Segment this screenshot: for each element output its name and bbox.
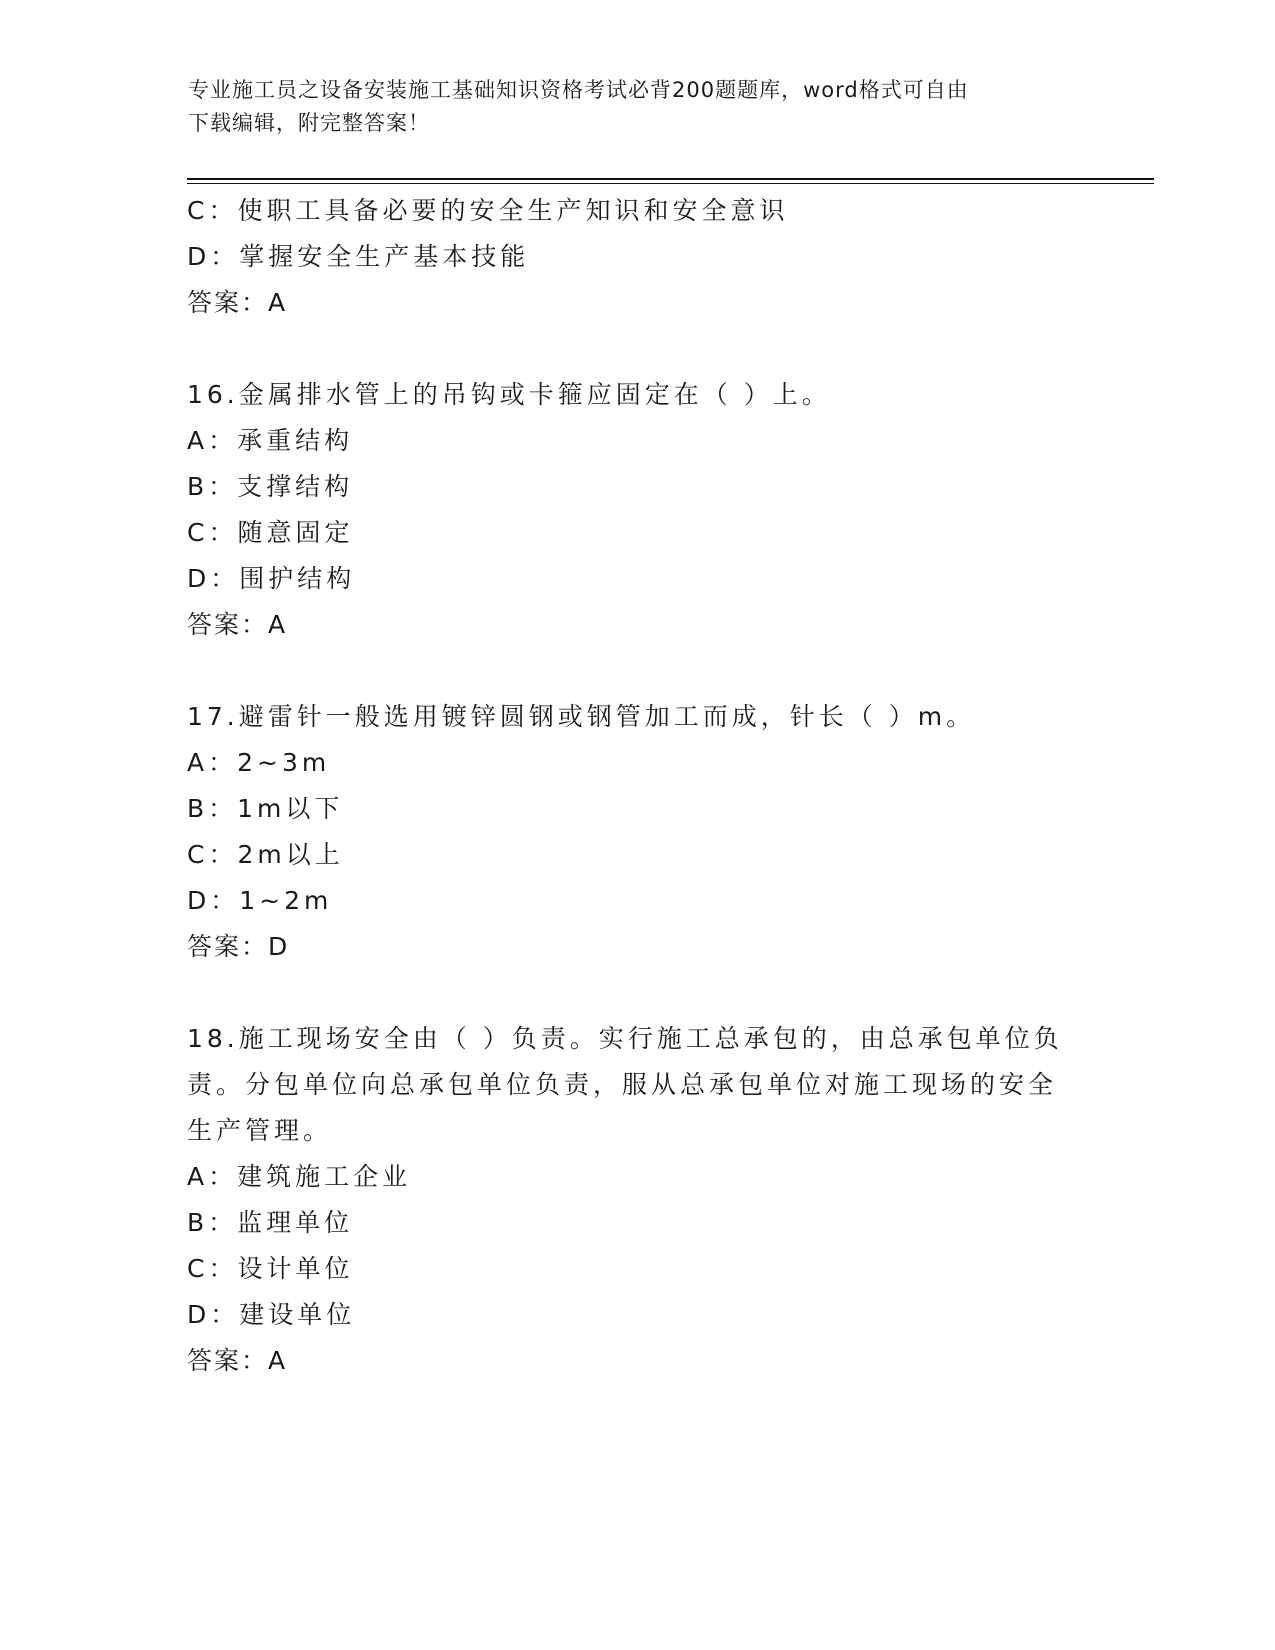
answer-value: A	[268, 288, 288, 317]
question-number: 16.	[187, 380, 239, 409]
option-text: 1m以下	[237, 794, 344, 823]
option-key: D：	[187, 1300, 240, 1329]
option-a	[187, 418, 1087, 464]
question-number: 18.	[187, 1024, 239, 1053]
option-b	[187, 464, 1087, 510]
option-text: 承重结构	[237, 426, 354, 455]
option-text: 2~3m	[237, 748, 331, 777]
option-a	[187, 1154, 1087, 1200]
question-18	[187, 1016, 1087, 1384]
answer-line	[187, 924, 1087, 970]
option-key: A：	[187, 748, 238, 777]
option-d	[187, 234, 1087, 280]
option-key: A：	[187, 426, 238, 455]
header-divider-thin	[187, 183, 1154, 184]
option-key: B：	[187, 1208, 238, 1237]
answer-value: A	[268, 610, 288, 639]
question-stem	[187, 372, 1087, 418]
question-stem	[187, 694, 1087, 740]
document-header	[188, 74, 1068, 140]
option-c	[187, 510, 1087, 556]
option-key: C：	[187, 518, 238, 547]
question-text: 金属排水管上的吊钩或卡箍应固定在（ ）上。	[238, 380, 831, 409]
option-key: D：	[187, 564, 240, 593]
option-key: C：	[187, 1254, 238, 1283]
option-text: 围护结构	[239, 564, 356, 593]
option-text: 建设单位	[239, 1300, 356, 1329]
answer-value: A	[268, 1346, 288, 1375]
answer-line	[187, 1338, 1087, 1384]
answer-label: 答案：	[187, 288, 269, 317]
question-number: 17.	[187, 702, 239, 731]
option-c	[187, 1246, 1087, 1292]
spacer	[187, 326, 1087, 372]
question-stem-continued: 责。分包单位向总承包单位负责，服从总承包单位对施工现场的安全	[187, 1070, 1058, 1099]
question-15-continuation	[187, 188, 1087, 326]
answer-label: 答案：	[187, 1346, 269, 1375]
spacer	[187, 970, 1087, 1016]
option-c	[187, 188, 1087, 234]
option-c	[187, 832, 1087, 878]
question-text: 避雷针一般选用镀锌圆钢或钢管加工而成，针长（ ）m。	[238, 702, 976, 731]
option-text: 掌握安全生产基本技能	[239, 242, 530, 271]
question-list	[187, 188, 1087, 1384]
option-text: 建筑施工企业	[237, 1162, 412, 1191]
question-stem-continued: 生产管理。	[187, 1116, 333, 1145]
header-line-2: 下载编辑，附完整答案！	[188, 111, 430, 135]
option-d	[187, 878, 1087, 924]
option-text: 随意固定	[237, 518, 354, 547]
spacer	[187, 648, 1087, 694]
answer-line	[187, 602, 1087, 648]
option-d	[187, 556, 1087, 602]
option-key: A：	[187, 1162, 238, 1191]
option-key: B：	[187, 794, 238, 823]
question-16	[187, 372, 1087, 648]
option-text: 2m以上	[237, 840, 344, 869]
answer-label: 答案：	[187, 610, 269, 639]
question-stem	[187, 1016, 1087, 1062]
question-17	[187, 694, 1087, 970]
option-key: B：	[187, 472, 238, 501]
option-key: D：	[187, 242, 240, 271]
option-text: 1~2m	[239, 886, 333, 915]
option-d	[187, 1292, 1087, 1338]
option-b	[187, 1200, 1087, 1246]
answer-label: 答案：	[187, 932, 269, 961]
option-text: 使职工具备必要的安全生产知识和安全意识	[237, 196, 789, 225]
option-key: D：	[187, 886, 240, 915]
option-text: 支撑结构	[237, 472, 354, 501]
option-key: C：	[187, 196, 238, 225]
option-text: 设计单位	[237, 1254, 354, 1283]
answer-value: D	[268, 932, 290, 961]
answer-line	[187, 280, 1087, 326]
option-key: C：	[187, 840, 238, 869]
option-a	[187, 740, 1087, 786]
question-text: 施工现场安全由（ ）负责。实行施工总承包的，由总承包单位负	[238, 1024, 1063, 1053]
header-divider-thick	[187, 178, 1154, 180]
option-text: 监理单位	[237, 1208, 354, 1237]
header-line-1: 专业施工员之设备安装施工基础知识资格考试必背200题题库，word格式可自由	[188, 78, 969, 102]
option-b	[187, 786, 1087, 832]
